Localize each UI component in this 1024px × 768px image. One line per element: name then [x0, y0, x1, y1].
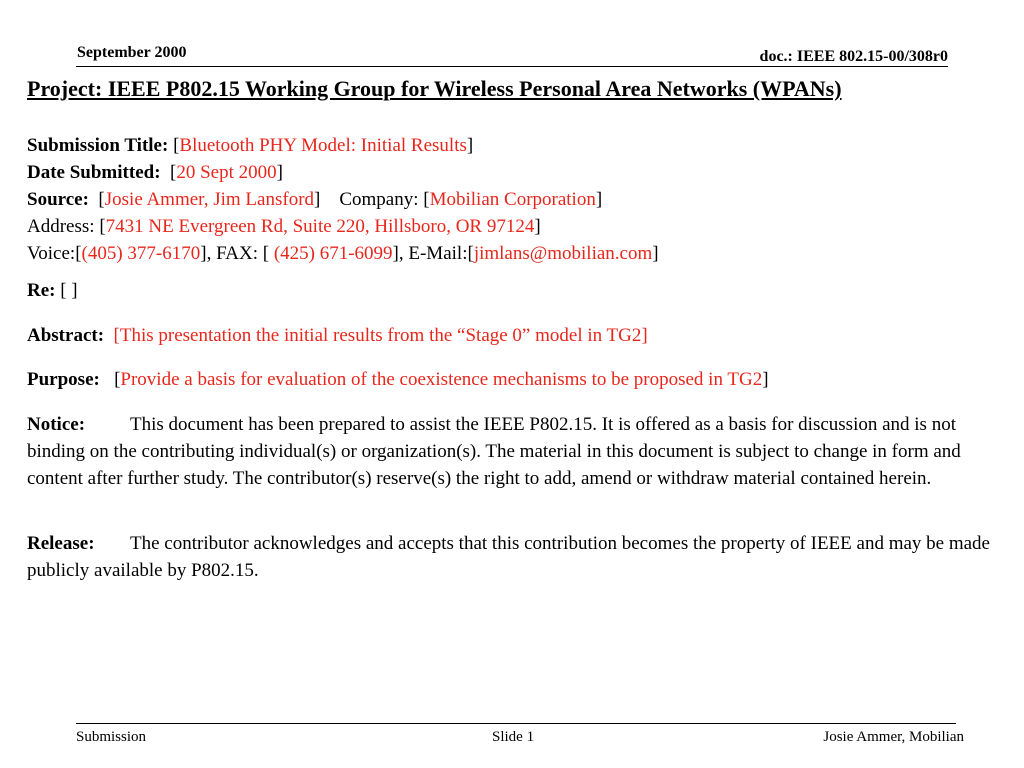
email-label: E-Mail:: [408, 243, 468, 264]
submission-title-line: Submission Title: [Bluetooth PHY Model: Initial Results]: [27, 135, 474, 156]
re-line: [27, 278, 78, 304]
footer-divider: [76, 723, 956, 724]
footer-slide-number: Slide 1: [492, 729, 535, 745]
submission-title-label: Submission Title:: [27, 135, 169, 156]
company-value: Mobilian Corporation: [429, 189, 596, 210]
purpose-line: Purpose: [Provide a basis for evaluation of the coexistence mechanisms to be proposed in TG2]: [27, 369, 769, 390]
notice-text: This document has been prepared to assist the IEEE P802.15. It is offered as a basis for discussion and is not binding on the contributing individual(s) or organization(s). The material in this document is subject to change in form and content after further study. The contributor(s) reserve(s) the right to add, amend or withdraw material contained herein.: [27, 414, 961, 489]
contact-line: Voice:[(405) 377-6170], FAX: [ (425) 671-6099], E-Mail:[jimlans@mobilian.com]: [27, 243, 659, 264]
project-title: Project: IEEE P802.15 Working Group for Wireless Personal Area Networks (WPANs): [27, 76, 842, 101]
header-date: September 2000: [77, 44, 187, 61]
release-label: Release:: [27, 533, 95, 554]
source-label: Source:: [27, 189, 89, 210]
email-value: jimlans@mobilian.com: [473, 243, 653, 264]
fax-label: FAX:: [216, 243, 263, 264]
date-submitted-line: Date Submitted: [20 Sept 2000]: [27, 162, 283, 183]
header-divider: [76, 66, 948, 67]
release-text: The contributor acknowledges and accepts that this contribution becomes the property of IEEE and may be made publicly available by P802.15.: [27, 533, 990, 581]
submission-title-value: Bluetooth PHY Model: Initial Results: [179, 135, 467, 156]
company-label: Company:: [339, 189, 424, 210]
abstract-label: Abstract:: [27, 325, 105, 346]
re-label: Re:: [27, 280, 56, 301]
purpose-value: Provide a basis for evaluation of the coexistence mechanisms to be proposed in TG2: [120, 369, 763, 390]
voice-label: Voice:: [27, 243, 76, 264]
voice-value: (405) 377-6170: [81, 243, 201, 264]
footer-submission: Submission: [76, 729, 147, 745]
fax-value: (425) 671-6099: [273, 243, 393, 264]
address-line: Address: [7431 NE Evergreen Rd, Suite 220, Hillsboro, OR 97124]: [27, 216, 541, 237]
re-value: [ ]: [60, 280, 78, 301]
source-line: Source: [Josie Ammer, Jim Lansford] Company: [Mobilian Corporation]: [27, 189, 603, 210]
date-submitted-value: 20 Sept 2000: [176, 162, 277, 183]
header-doc-id: doc.: IEEE 802.15-00/308r0: [759, 48, 948, 65]
notice-paragraph: [27, 411, 1017, 492]
release-paragraph: [27, 530, 1017, 584]
abstract-value: [This presentation the initial results from the “Stage 0” model in TG2]: [113, 325, 648, 346]
purpose-label: Purpose:: [27, 369, 100, 390]
footer-author: Josie Ammer, Mobilian: [823, 729, 964, 745]
source-value: Josie Ammer, Jim Lansford: [104, 189, 315, 210]
abstract-line: [27, 323, 648, 349]
notice-label: Notice:: [27, 414, 86, 435]
address-value: 7431 NE Evergreen Rd, Suite 220, Hillsboro, OR 97124: [105, 216, 535, 237]
address-label: Address:: [27, 216, 100, 237]
date-submitted-label: Date Submitted:: [27, 162, 161, 183]
